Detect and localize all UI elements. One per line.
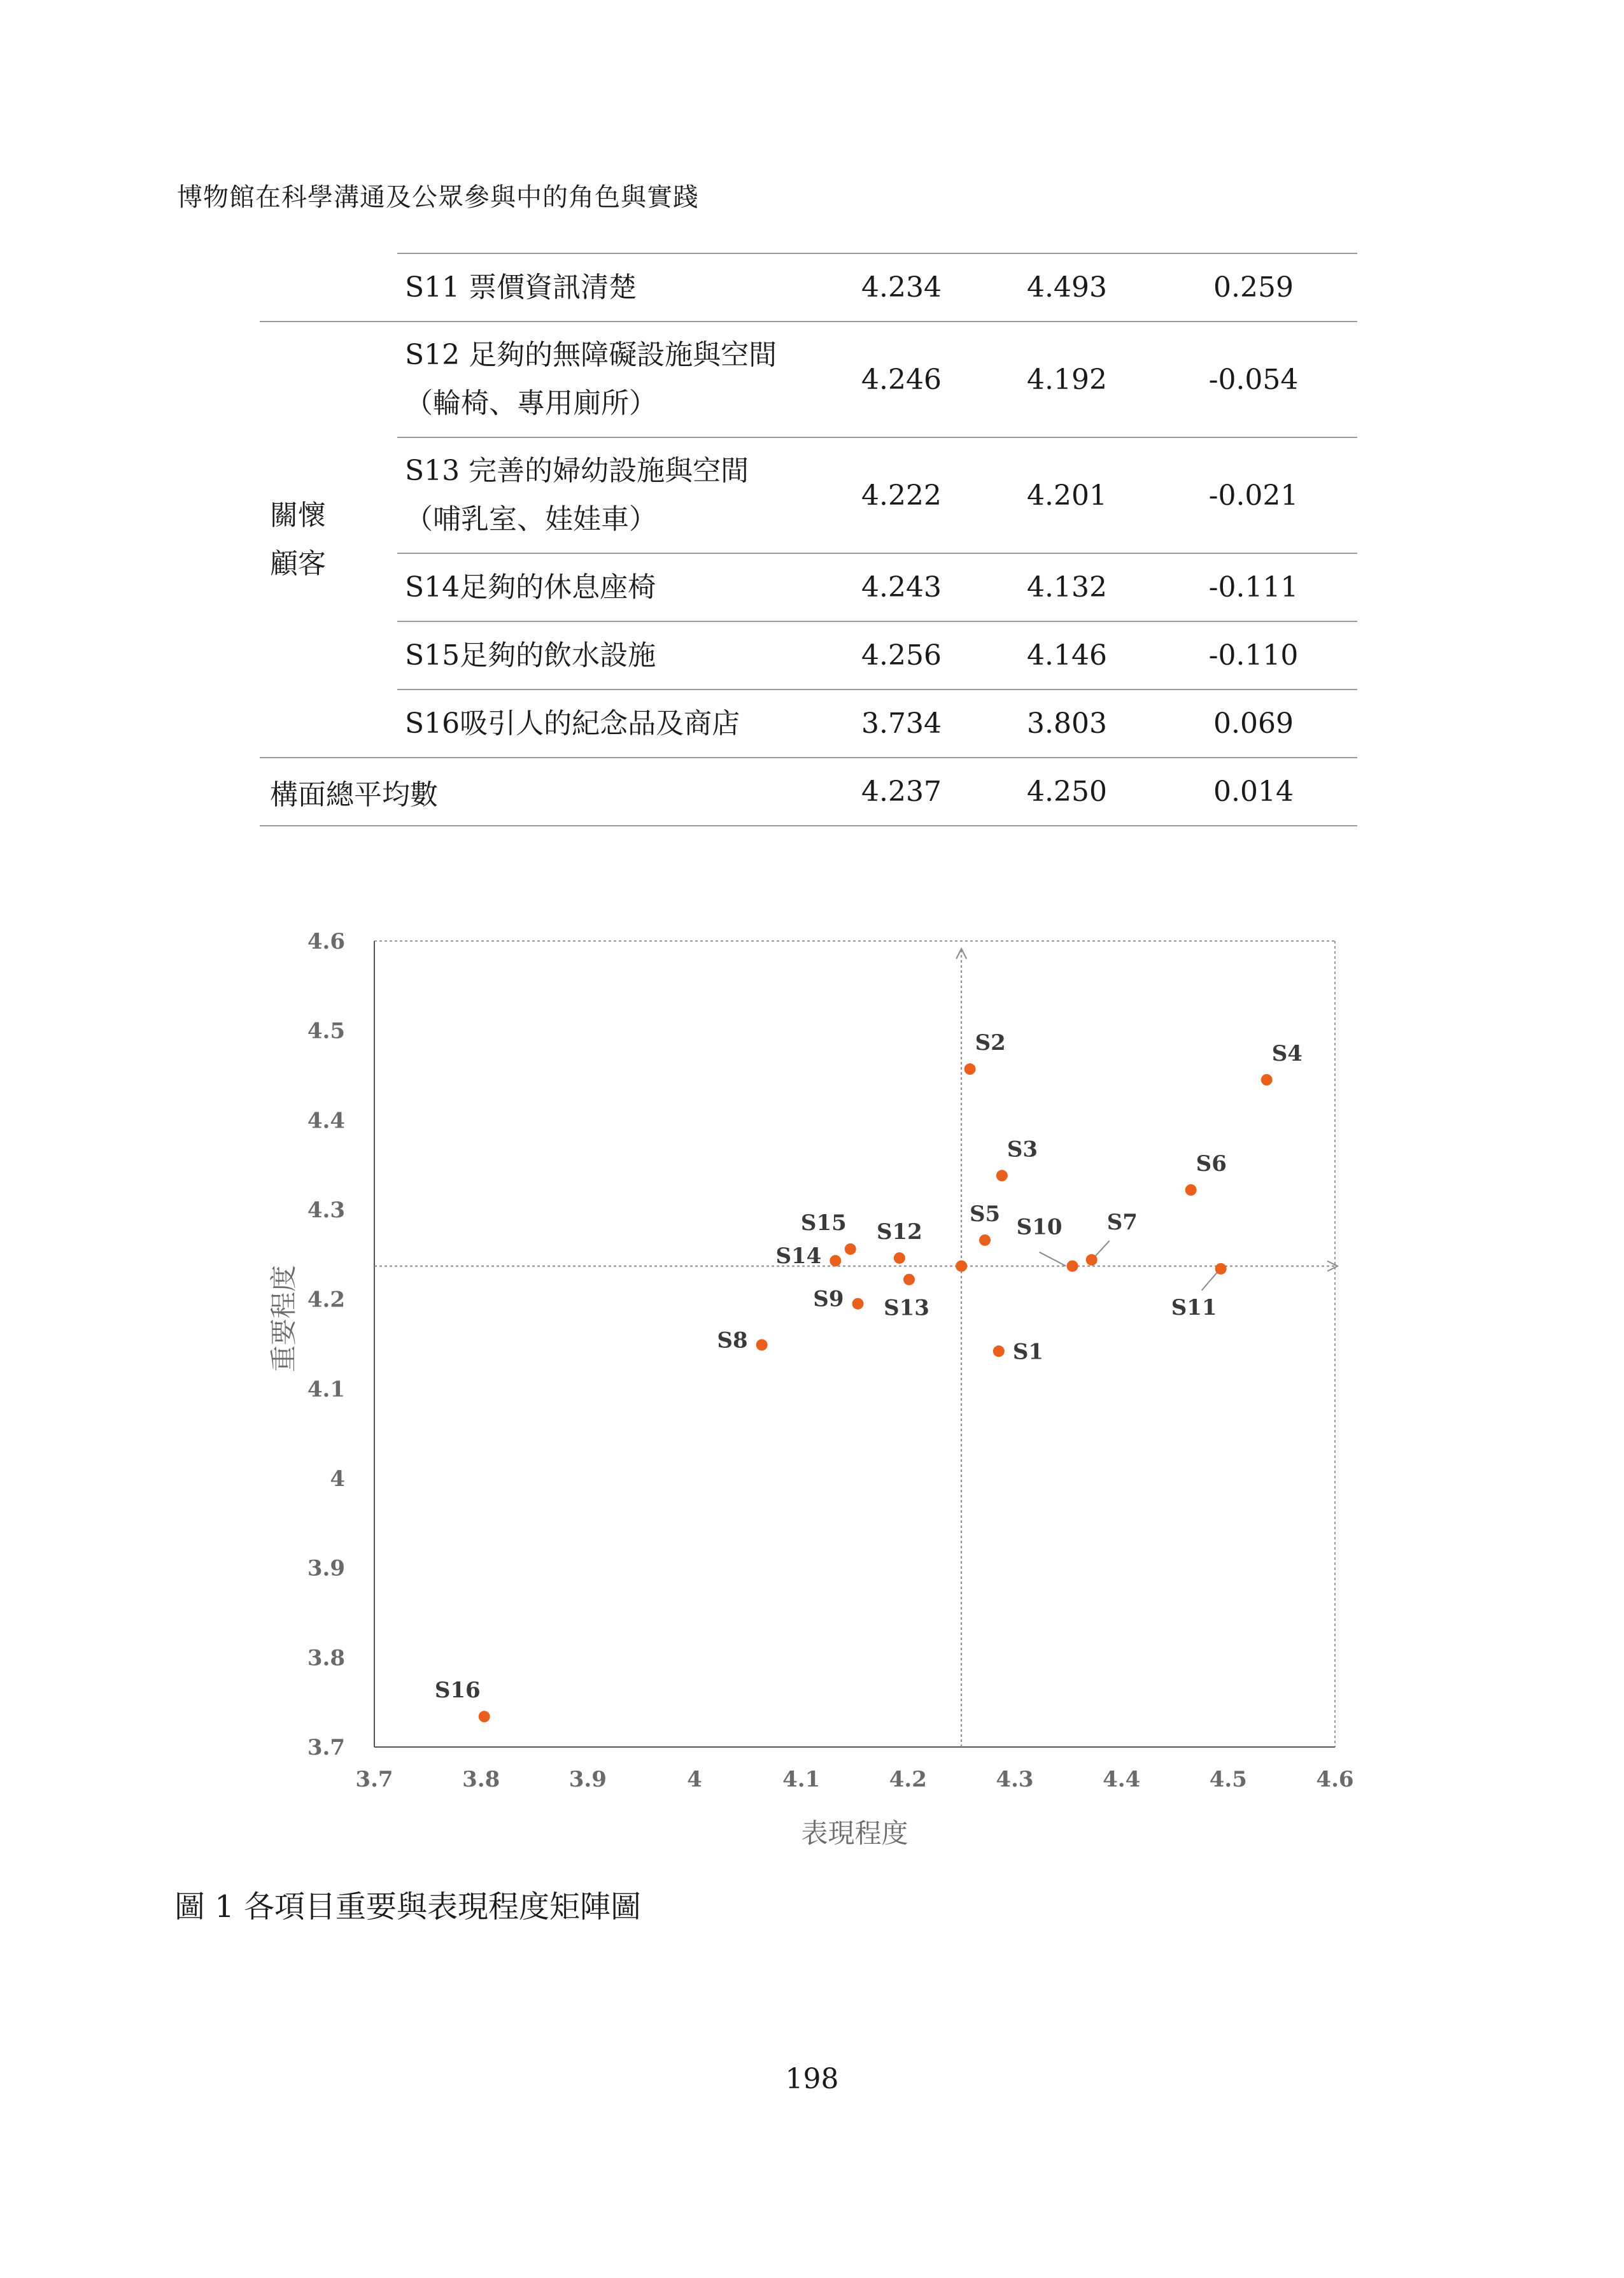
- running-header: 博物館在科學溝通及公眾參與中的角色與實踐: [177, 183, 699, 212]
- data-point: [993, 1345, 1005, 1357]
- value-cell: 0.259: [1150, 253, 1357, 322]
- group-label-cell: [260, 322, 397, 758]
- total-label: 構面總平均數: [260, 758, 819, 826]
- table-row: [260, 553, 1357, 621]
- point-label: S9: [813, 1286, 844, 1312]
- data-point: [956, 1261, 967, 1272]
- data-point: [1261, 1074, 1273, 1086]
- table-row: [260, 322, 1357, 437]
- x-axis-title: 表現程度: [801, 1818, 908, 1849]
- item-cell: [397, 437, 819, 553]
- table-row: [260, 437, 1357, 553]
- item-label: S15足夠的飲水設施: [405, 639, 656, 672]
- value-cell: -0.021: [1150, 437, 1357, 553]
- point-label: S3: [1006, 1136, 1038, 1163]
- x-tick-label: 4: [687, 1767, 702, 1792]
- y-tick-label: 4.1: [307, 1376, 345, 1403]
- data-point: [996, 1170, 1008, 1182]
- data-point: [894, 1252, 905, 1264]
- item-label: S16吸引人的紀念品及商店: [405, 707, 740, 740]
- data-point: [756, 1339, 768, 1350]
- item-cell: [397, 690, 819, 758]
- data-point: [1067, 1261, 1078, 1272]
- data-table: [260, 253, 1357, 826]
- value-cell: 4.222: [819, 437, 984, 553]
- point-label: S12: [876, 1219, 922, 1245]
- item-label: S11 票價資訊清楚: [405, 271, 637, 304]
- y-tick-label: 4.4: [307, 1108, 345, 1134]
- y-tick-label: 4.3: [307, 1198, 345, 1223]
- data-point: [1215, 1263, 1227, 1275]
- point-label: S10: [1016, 1214, 1063, 1240]
- table-total-row: [260, 758, 1357, 826]
- data-point: [845, 1243, 856, 1255]
- data-point: [979, 1235, 991, 1246]
- y-tick-label: 4.6: [307, 929, 345, 954]
- dimension-cell: [260, 253, 397, 322]
- group-label-line: 顧客: [270, 547, 326, 580]
- value-cell: 3.803: [984, 690, 1150, 758]
- item-label: S12 足夠的無障礙設施與空間: [405, 339, 777, 371]
- x-tick-label: 4.6: [1316, 1767, 1354, 1792]
- x-tick-label: 3.7: [355, 1767, 393, 1792]
- x-tick-label: 4.5: [1209, 1767, 1247, 1792]
- item-cell: [397, 322, 819, 437]
- x-tick-label: 3.9: [568, 1767, 607, 1792]
- table-row: [260, 690, 1357, 758]
- y-tick-label: 4: [330, 1466, 345, 1492]
- value-cell: 3.734: [819, 690, 984, 758]
- value-cell: -0.111: [1150, 553, 1357, 621]
- y-tick-label: 4.5: [307, 1018, 345, 1044]
- data-point: [479, 1711, 490, 1722]
- data-point: [903, 1274, 915, 1285]
- total-value: 0.014: [1150, 758, 1357, 826]
- value-cell: 4.192: [984, 322, 1150, 437]
- label-leader-line: [1096, 1241, 1110, 1256]
- item-label-note: （輪椅、專用廁所）: [405, 387, 657, 420]
- item-cell: [397, 621, 819, 690]
- value-cell: 0.069: [1150, 690, 1357, 758]
- point-label: S11: [1171, 1294, 1217, 1320]
- page-number: 198: [785, 2063, 839, 2095]
- point-label: S1: [1012, 1339, 1044, 1365]
- value-cell: 4.493: [984, 253, 1150, 322]
- y-tick-label: 4.2: [307, 1287, 345, 1313]
- label-leader-line: [1202, 1273, 1217, 1291]
- y-tick-label: 3.9: [307, 1555, 345, 1581]
- y-tick-label: 3.7: [307, 1735, 345, 1760]
- item-label: S14足夠的休息座椅: [405, 570, 656, 604]
- item-label: S13 完善的婦幼設施與空間: [405, 455, 749, 487]
- x-tick-label: 4.2: [889, 1767, 927, 1792]
- point-label: S8: [717, 1327, 748, 1354]
- point-label: S7: [1106, 1209, 1138, 1235]
- item-label-note: （哺乳室、娃娃車）: [405, 503, 657, 535]
- label-leader-line: [1040, 1252, 1066, 1266]
- item-cell: [397, 553, 819, 621]
- item-cell: [397, 253, 819, 322]
- x-tick-label: 4.4: [1103, 1767, 1141, 1792]
- value-cell: -0.054: [1150, 322, 1357, 437]
- value-cell: 4.256: [819, 621, 984, 690]
- x-tick-label: 4.1: [782, 1767, 821, 1792]
- point-label: S4: [1271, 1041, 1303, 1067]
- value-cell: 4.146: [984, 621, 1150, 690]
- table-row: [260, 621, 1357, 690]
- data-point: [852, 1298, 864, 1310]
- data-point: [1086, 1254, 1098, 1266]
- value-cell: 4.132: [984, 553, 1150, 621]
- data-point: [1185, 1184, 1197, 1196]
- figure-caption: 圖 1 各項目重要與表現程度矩陣圖: [174, 1889, 642, 1925]
- point-label: S15: [800, 1210, 847, 1236]
- x-tick-label: 3.8: [462, 1767, 500, 1792]
- group-label-line: 關懷: [270, 499, 326, 532]
- value-cell: 4.246: [819, 322, 984, 437]
- x-tick-label: 4.3: [996, 1767, 1034, 1792]
- total-value: 4.250: [984, 758, 1150, 826]
- point-label: S6: [1196, 1151, 1227, 1177]
- point-label: S14: [775, 1243, 822, 1270]
- table-row: [260, 253, 1357, 322]
- total-value: 4.237: [819, 758, 984, 826]
- y-axis-title: 重要程度: [268, 1264, 299, 1373]
- value-cell: 4.234: [819, 253, 984, 322]
- data-point: [964, 1063, 976, 1075]
- value-cell: 4.201: [984, 437, 1150, 553]
- point-label: S2: [975, 1030, 1006, 1056]
- data-point: [830, 1255, 841, 1266]
- ipa-scatter-chart: [267, 910, 1388, 1853]
- point-label: S13: [884, 1295, 929, 1321]
- value-cell: -0.110: [1150, 621, 1357, 690]
- y-tick-label: 3.8: [307, 1645, 345, 1671]
- value-cell: 4.243: [819, 553, 984, 621]
- chart-svg: [267, 910, 1388, 1853]
- point-label: S16: [434, 1678, 481, 1704]
- point-label: S5: [969, 1201, 1001, 1227]
